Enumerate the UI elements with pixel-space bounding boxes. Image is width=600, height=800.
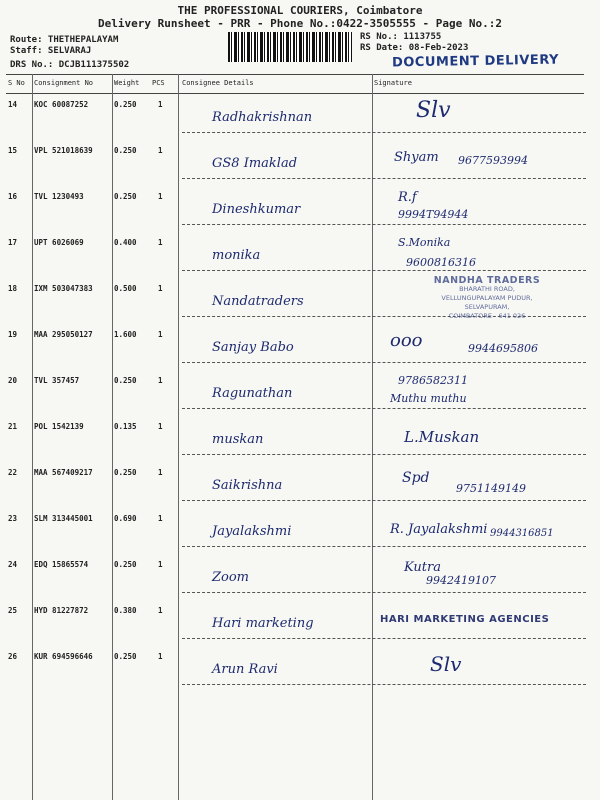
row-consignment: SLM 313445001 — [34, 514, 93, 523]
stamp-shop-name: NANDHA TRADERS — [433, 275, 541, 286]
company-title: THE PROFESSIONAL COURIERS, Coimbatore — [177, 4, 423, 17]
barcode-image — [228, 32, 352, 62]
row-consignment: UPT 6026069 — [34, 238, 84, 247]
document-delivery-stamp: DOCUMENT DELIVERY — [391, 52, 560, 71]
row-consignment: KUR 694596646 — [34, 652, 93, 661]
row-weight: 0.135 — [114, 422, 137, 431]
row-divider — [182, 408, 586, 409]
signature-mark: ooo — [390, 330, 423, 351]
consignee-phone: 9944316851 — [490, 528, 554, 539]
row-divider — [182, 224, 586, 225]
signature-mark: S.Monika — [398, 236, 451, 249]
row-divider — [182, 132, 586, 133]
row-divider — [182, 362, 586, 363]
col-consignee: Consignee Details — [182, 79, 254, 87]
col-pcs: PCS — [152, 79, 165, 87]
row-weight: 0.690 — [114, 514, 137, 523]
row-consignment: TVL 1230493 — [34, 192, 84, 201]
col-weight: Weight — [114, 79, 140, 87]
row-pcs: 1 — [158, 146, 163, 155]
row-pcs: 1 — [158, 606, 163, 615]
consignee-name: Zoom — [212, 570, 250, 585]
rs-number: RS No.: 1113755 — [360, 32, 442, 42]
row-sno: 24 — [8, 560, 18, 569]
consignee-phone: 9600816316 — [406, 256, 476, 269]
stamp-line: VELLUNGUPALAYAM PUDUR, — [441, 294, 533, 302]
row-consignment: MAA 295050127 — [34, 330, 93, 339]
nandha-traders-stamp — [412, 276, 562, 321]
consignee-name: Dineshkumar — [212, 202, 301, 217]
row-pcs: 1 — [158, 100, 163, 109]
table-row — [6, 324, 584, 370]
table-row — [6, 232, 584, 278]
row-sno: 19 — [8, 330, 18, 339]
signature-mark: Spd — [402, 470, 430, 486]
table-row — [6, 508, 584, 554]
row-sno: 25 — [8, 606, 18, 615]
row-divider — [182, 684, 586, 685]
row-consignment: HYD 81227872 — [34, 606, 89, 615]
consignee-phone: 9942419107 — [426, 574, 496, 587]
row-sno: 20 — [8, 376, 18, 385]
consignee-name: Nandatraders — [212, 294, 304, 309]
row-divider — [182, 178, 586, 179]
consignee-name: Hari marketing — [212, 616, 314, 631]
row-sno: 15 — [8, 146, 18, 155]
row-divider — [182, 592, 586, 593]
table-row — [6, 646, 584, 692]
col-consignment: Consignment No — [34, 79, 94, 87]
consignee-phone: 9786582311 — [398, 374, 468, 387]
col-sno: S No — [8, 79, 25, 87]
row-divider — [182, 270, 586, 271]
consignee-name: Arun Ravi — [212, 662, 278, 677]
table-row — [6, 186, 584, 232]
consignee-name: Jayalakshmi — [212, 524, 292, 539]
staff-label: Staff: SELVARAJ — [10, 46, 92, 56]
row-weight: 0.500 — [114, 284, 137, 293]
signature-mark: R. Jayalakshmi — [390, 522, 488, 537]
row-weight: 0.250 — [114, 652, 137, 661]
row-divider — [182, 546, 586, 547]
row-pcs: 1 — [158, 330, 163, 339]
row-pcs: 1 — [158, 284, 163, 293]
consignee-name: Radhakrishnan — [212, 110, 313, 125]
table-row — [6, 462, 584, 508]
rs-date: RS Date: 08-Feb-2023 — [360, 43, 469, 53]
signature-mark: L.Muskan — [404, 428, 480, 446]
row-pcs: 1 — [158, 422, 163, 431]
row-divider — [182, 638, 586, 639]
row-weight: 0.250 — [114, 100, 137, 109]
row-consignment: POL 1542139 — [34, 422, 84, 431]
row-sno: 26 — [8, 652, 18, 661]
row-weight: 0.250 — [114, 192, 137, 201]
row-weight: 0.250 — [114, 468, 137, 477]
row-weight: 0.250 — [114, 560, 137, 569]
consignee-name: GS8 Imaklad — [212, 156, 298, 171]
consignee-name: Ragunathan — [212, 386, 293, 401]
table-row — [6, 140, 584, 186]
table-row — [6, 554, 584, 600]
row-consignment: MAA 567409217 — [34, 468, 93, 477]
row-sno: 22 — [8, 468, 18, 477]
row-divider — [182, 454, 586, 455]
signature-mark: Muthu muthu — [390, 392, 467, 405]
table-header — [6, 74, 584, 94]
col-signature: Signature — [374, 79, 412, 87]
runsheet-subtitle: Delivery Runsheet - PRR - Phone No.:0422-3505555 - Page No.:2 — [98, 17, 502, 30]
row-pcs: 1 — [158, 652, 163, 661]
row-sno: 21 — [8, 422, 18, 431]
consignee-phone: 9944695806 — [468, 342, 538, 355]
table-row — [6, 94, 584, 140]
route-label: Route: THETHEPALAYAM — [10, 35, 119, 45]
consignee-name: Sanjay Babo — [212, 340, 294, 355]
row-weight: 0.380 — [114, 606, 137, 615]
row-sno: 14 — [8, 100, 18, 109]
consignee-name: monika — [212, 248, 261, 263]
row-sno: 16 — [8, 192, 18, 201]
row-consignment: TVL 357457 — [34, 376, 80, 385]
row-weight: 0.400 — [114, 238, 137, 247]
consignee-phone: 9677593994 — [458, 154, 528, 167]
row-pcs: 1 — [158, 238, 163, 247]
signature-mark: R.f — [398, 190, 417, 205]
row-consignment: IXM 503047383 — [34, 284, 93, 293]
row-consignment: VPL 521018639 — [34, 146, 93, 155]
table-row — [6, 370, 584, 416]
consignee-name: muskan — [212, 432, 264, 447]
hari-marketing-stamp: HARI MARKETING AGENCIES — [380, 614, 550, 625]
row-consignment: KOC 60087252 — [34, 100, 89, 109]
stamp-line: BHARATHI ROAD, — [459, 285, 515, 293]
signature-mark: Kutra — [404, 560, 441, 575]
table-row — [6, 416, 584, 462]
consignee-phone: 9994T94944 — [398, 208, 469, 221]
row-sno: 17 — [8, 238, 18, 247]
consignee-name: Saikrishna — [212, 478, 283, 493]
signature-mark: Shyam — [394, 150, 439, 165]
row-divider — [182, 500, 586, 501]
row-pcs: 1 — [158, 468, 163, 477]
signature-mark: Slv — [430, 652, 462, 676]
row-weight: 0.250 — [114, 376, 137, 385]
stamp-line: COIMBATORE - 641 026 — [448, 312, 526, 320]
signature-mark: Slv — [416, 98, 451, 123]
row-sno: 18 — [8, 284, 18, 293]
consignee-phone: 9751149149 — [456, 482, 526, 495]
drs-number: DRS No.: DCJB111375502 — [10, 60, 130, 70]
row-pcs: 1 — [158, 192, 163, 201]
row-sno: 23 — [8, 514, 18, 523]
row-pcs: 1 — [158, 560, 163, 569]
row-weight: 1.600 — [114, 330, 137, 339]
row-weight: 0.250 — [114, 146, 137, 155]
row-pcs: 1 — [158, 514, 163, 523]
row-consignment: EDQ 15865574 — [34, 560, 89, 569]
stamp-line: SELVAPURAM, — [464, 303, 510, 311]
row-pcs: 1 — [158, 376, 163, 385]
